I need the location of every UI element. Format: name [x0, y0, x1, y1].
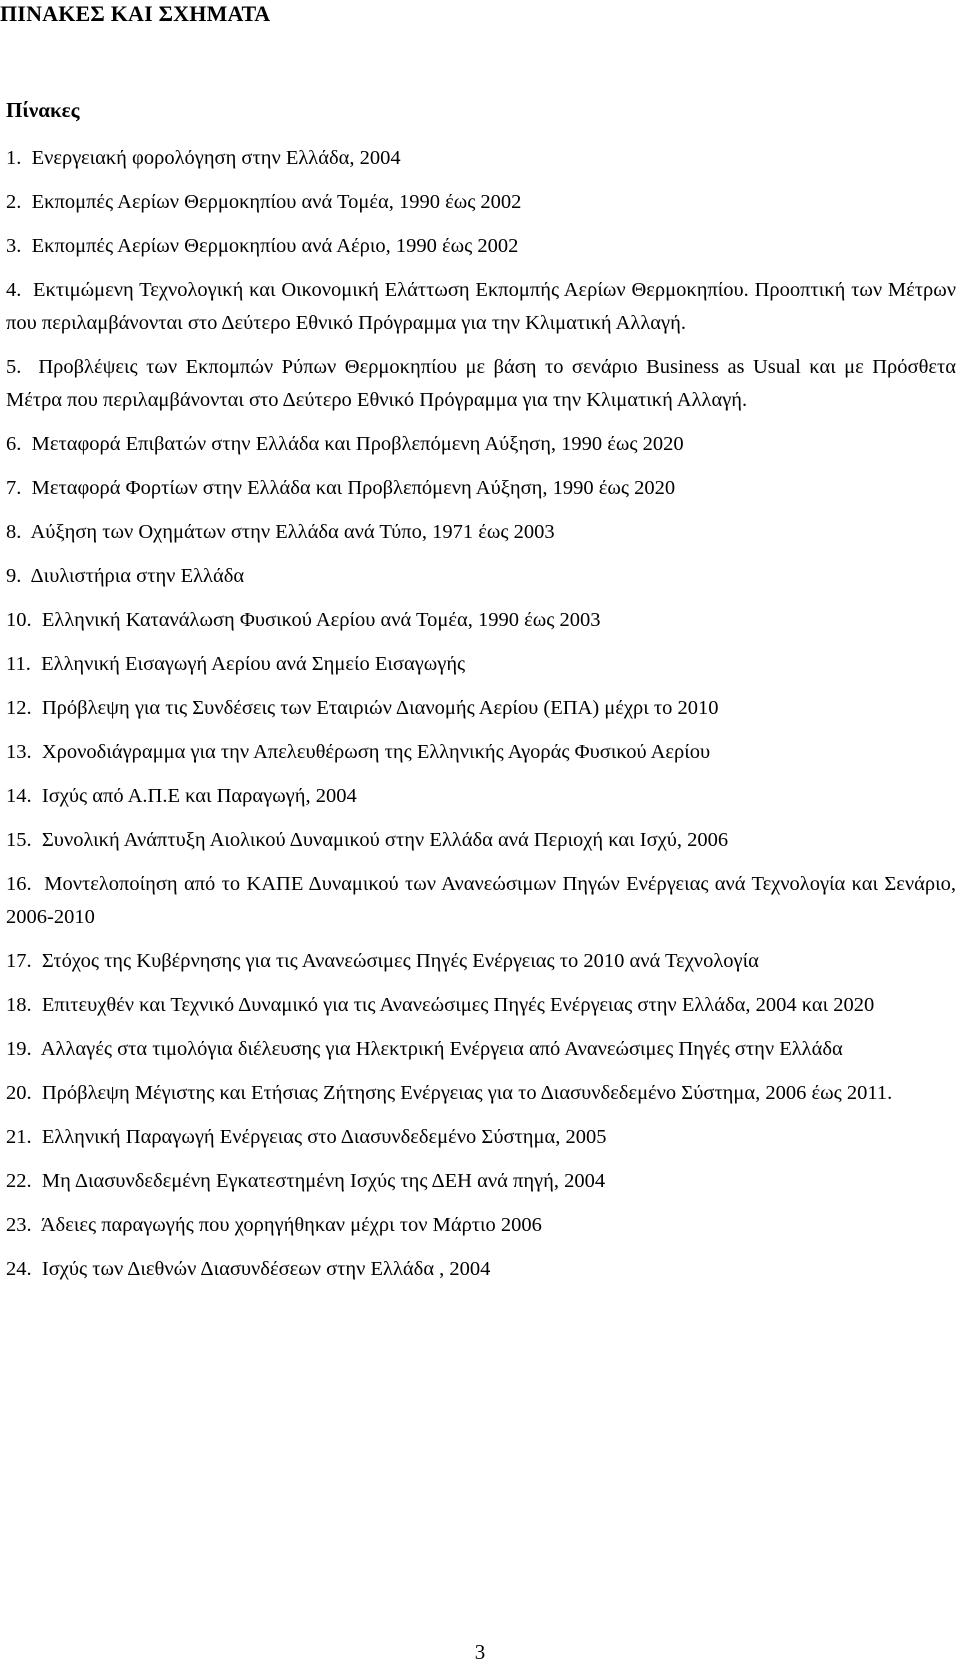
list-item-text: Άδειες παραγωγής που χορηγήθηκαν μέχρι τον Μάρτιο 2006 [40, 1214, 542, 1236]
list-item-text: Μεταφορά Επιβατών στην Ελλάδα και Προβλεπόμενη Αύξηση, 1990 έως 2020 [31, 433, 684, 455]
list-item: 6. Μεταφορά Επιβατών στην Ελλάδα και Προβλεπόμενη Αύξηση, 1990 έως 2020 [6, 433, 684, 455]
list-item: 9. Διυλιστήρια στην Ελλάδα [6, 565, 245, 587]
list-item-text: Εκτιμώμενη Τεχνολογική και Οικονομική Ελάττωση Εκπομπής Αερίων Θερμοκηπίου. Προοπτική των Μέτρων που περιλαμβάνονται στο Δεύτερο Εθνικό Πρόγραμμα για την Κλιματική Αλλαγή. [6, 279, 957, 334]
list-item: 10. Ελληνική Κατανάλωση Φυσικού Αερίου ανά Τομέα, 1990 έως 2003 [6, 609, 601, 631]
list-item-text: Συνολική Ανάπτυξη Αιολικού Δυναμικού στην Ελλάδα ανά Περιοχή και Ισχύ, 2006 [41, 829, 729, 851]
list-item: 12. Πρόβλεψη για τις Συνδέσεις των Εταιριών Διανομής Αερίου (ΕΠΑ) μέχρι το 2010 [6, 697, 719, 719]
list-item: 2. Εκπομπές Αερίων Θερμοκηπίου ανά Τομέα, 1990 έως 2002 [6, 191, 522, 213]
list-item: 14. Ισχύς από Α.Π.Ε και Παραγωγή, 2004 [6, 785, 357, 807]
list-item-text: Αύξηση των Οχημάτων στην Ελλάδα ανά Τύπο, 1971 έως 2003 [30, 521, 555, 543]
list-item-text: Στόχος της Κυβέρνησης για τις Ανανεώσιμες Πηγές Ενέργειας το 2010 ανά Τεχνολογία [41, 950, 759, 972]
list-item: 3. Εκπομπές Αερίων Θερμοκηπίου ανά Αέριο, 1990 έως 2002 [6, 235, 519, 257]
list-item: 22. Μη Διασυνδεδεμένη Εγκατεστημένη Ισχύς της ΔΕΗ ανά πηγή, 2004 [6, 1170, 606, 1192]
list-item: 16. Μοντελοποίηση από το ΚΑΠΕ Δυναμικού των Ανανεώσιμων Πηγών Ενέργειας ανά Τεχνολογία και Σενάριο, 2006-2010 [6, 873, 957, 928]
list-item-text: Διυλιστήρια στην Ελλάδα [30, 565, 245, 587]
list-item: 13. Χρονοδιάγραμμα για την Απελευθέρωση της Ελληνικής Αγοράς Φυσικού Αερίου [6, 741, 711, 763]
list-item: 15. Συνολική Ανάπτυξη Αιολικού Δυναμικού στην Ελλάδα ανά Περιοχή και Ισχύ, 2006 [6, 829, 729, 851]
section-heading-tables: Πίνακες [6, 98, 80, 122]
list-item: 23. Άδειες παραγωγής που χορηγήθηκαν μέχρι τον Μάρτιο 2006 [6, 1214, 542, 1236]
list-item-text: Εκπομπές Αερίων Θερμοκηπίου ανά Τομέα, 1990 έως 2002 [31, 191, 522, 213]
list-item: 19. Αλλαγές στα τιμολόγια διέλευσης για Ηλεκτρική Ενέργεια από Ανανεώσιμες Πηγές στην Ελλάδα [6, 1038, 843, 1060]
list-item: 5. Προβλέψεις των Εκπομπών Ρύπων Θερμοκηπίου με βάση το σενάριο Business as Usual και με Πρόσθετα Μέτρα που περιλαμβάνονται στο Δεύτερο Εθνικό Πρόγραμμα για την Κλιματική Αλλαγή. [6, 356, 956, 411]
list-item-text: Πρόβλεψη για τις Συνδέσεις των Εταιριών Διανομής Αερίου (ΕΠΑ) μέχρι το 2010 [41, 697, 719, 719]
list-item-text: Αλλαγές στα τιμολόγια διέλευσης για Ηλεκτρική Ενέργεια από Ανανεώσιμες Πηγές στην Ελλάδα [40, 1038, 843, 1060]
list-item-text: Χρονοδιάγραμμα για την Απελευθέρωση της Ελληνικής Αγοράς Φυσικού Αερίου [41, 741, 711, 763]
list-item: 11. Ελληνική Εισαγωγή Αερίου ανά Σημείο Εισαγωγής [6, 653, 466, 675]
page-title: ΠΙΝΑΚΕΣ ΚΑΙ ΣΧΗΜΑΤΑ [0, 1, 271, 26]
list-item: 21. Ελληνική Παραγωγή Ενέργειας στο Διασυνδεδεμένο Σύστημα, 2005 [6, 1126, 607, 1148]
list-item: 7. Μεταφορά Φορτίων στην Ελλάδα και Προβλεπόμενη Αύξηση, 1990 έως 2020 [6, 477, 676, 499]
list-item: 20. Πρόβλεψη Μέγιστης και Ετήσιας Ζήτησης Ενέργειας για το Διασυνδεδεμένο Σύστημα, 2006 έως 2011. [6, 1082, 893, 1104]
list-item-text: Εκπομπές Αερίων Θερμοκηπίου ανά Αέριο, 1990 έως 2002 [31, 235, 519, 257]
list-item-text: Προβλέψεις των Εκπομπών Ρύπων Θερμοκηπίου με βάση το σενάριο Business as Usual και με Πρόσθετα Μέτρα που περιλαμβάνονται στο Δεύτερο Εθνικό Πρόγραμμα για την Κλιματική Αλλαγή. [6, 356, 956, 411]
list-item-text: Μεταφορά Φορτίων στην Ελλάδα και Προβλεπόμενη Αύξηση, 1990 έως 2020 [31, 477, 676, 499]
list-item-text: Μοντελοποίηση από το ΚΑΠΕ Δυναμικού των Ανανεώσιμων Πηγών Ενέργειας ανά Τεχνολογία και Σενάριο, 2006-2010 [6, 873, 957, 928]
list-item-text: Μη Διασυνδεδεμένη Εγκατεστημένη Ισχύς της ΔΕΗ ανά πηγή, 2004 [41, 1170, 606, 1192]
list-item-text: Πρόβλεψη Μέγιστης και Ετήσιας Ζήτησης Ενέργειας για το Διασυνδεδεμένο Σύστημα, 2006 έως 2011. [41, 1082, 893, 1104]
list-item-text: Ελληνική Κατανάλωση Φυσικού Αερίου ανά Τομέα, 1990 έως 2003 [41, 609, 601, 631]
list-item-text: Ελληνική Παραγωγή Ενέργειας στο Διασυνδεδεμένο Σύστημα, 2005 [41, 1126, 607, 1148]
list-item-text: Ισχύς από Α.Π.Ε και Παραγωγή, 2004 [41, 785, 357, 807]
tables-list [6, 142, 956, 1297]
list-item-text: Επιτευχθέν και Τεχνικό Δυναμικό για τις Ανανεώσιμες Πηγές Ενέργειας στην Ελλάδα, 2004 και 2020 [41, 994, 875, 1016]
list-item: 1. Ενεργειακή φορολόγηση στην Ελλάδα, 2004 [6, 147, 401, 169]
list-item-text: Ελληνική Εισαγωγή Αερίου ανά Σημείο Εισαγωγής [41, 653, 466, 675]
list-item: 17. Στόχος της Κυβέρνησης για τις Ανανεώσιμες Πηγές Ενέργειας το 2010 ανά Τεχνολογία [6, 950, 759, 972]
list-item: 4. Εκτιμώμενη Τεχνολογική και Οικονομική Ελάττωση Εκπομπής Αερίων Θερμοκηπίου. Προοπτική των Μέτρων που περιλαμβάνονται στο Δεύτερο Εθνικό Πρόγραμμα για την Κλιματική Αλλαγή. [6, 279, 957, 334]
list-item-text: Ισχύς των Διεθνών Διασυνδέσεων στην Ελλάδα , 2004 [41, 1258, 491, 1280]
page-number: 3 [474, 1640, 486, 1664]
list-item-text: Ενεργειακή φορολόγηση στην Ελλάδα, 2004 [31, 147, 401, 169]
list-item: 18. Επιτευχθέν και Τεχνικό Δυναμικό για τις Ανανεώσιμες Πηγές Ενέργειας στην Ελλάδα, 2004 και 2020 [6, 994, 875, 1016]
list-item: 24. Ισχύς των Διεθνών Διασυνδέσεων στην Ελλάδα , 2004 [6, 1258, 491, 1280]
list-item: 8. Αύξηση των Οχημάτων στην Ελλάδα ανά Τύπο, 1971 έως 2003 [6, 521, 555, 543]
